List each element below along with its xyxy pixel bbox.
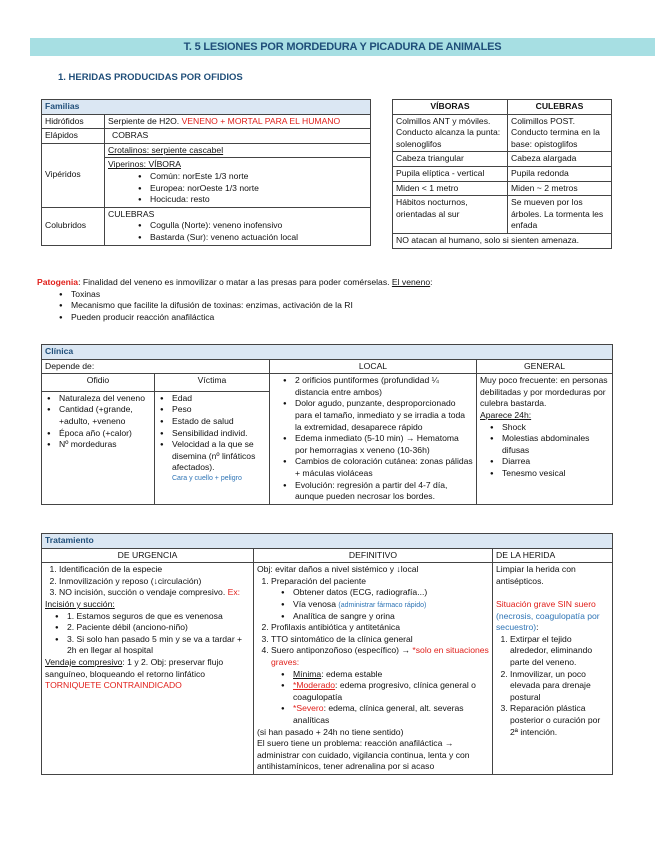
list-item: 3. Reparación plástica posterior o curación por 2ª intención. [510,703,609,738]
local-header: LOCAL [270,359,477,374]
tratamiento-header: Tratamiento [42,534,613,549]
viboras-culebras-table [392,99,612,249]
list-item: ● Edema inmediato (5-10 min) → Hematoma por hemorragias x veneno (10-36h) [295,433,473,456]
familia-desc: Serpiente de H2O. VENENO + MORTAL PARA EL HUMANO [105,114,371,129]
local-cell [270,374,477,505]
list-item: ● *Severo: edema, clínica general, alt. severas analíticas [293,703,489,726]
cell: Cabeza triangular [393,152,508,167]
cell: Colimillos POST. Conducto termina en la base: opistoglifos [508,114,612,152]
cell: Miden ~ 2 metros [508,181,612,196]
cell: Hábitos nocturnos, orientadas al sur [393,196,508,234]
list-item: ● Época año (+calor) [59,428,151,440]
list-item: ● Dolor agudo, punzante, desproporcionado para el tamaño, inmediato y se irradia a toda la extremidad, desaparece rápido [295,398,473,433]
familia-desc: Viperinos: VÍBORA ● Común: norEste 1/3 norte ● Europea: norOeste 1/3 norte ● Hocicuda: resto [105,158,371,207]
list-item: ● 2. Paciente débil (anciono-niño) [67,622,250,634]
list-item: 3. TTO sintomático de la clínica general [271,634,489,646]
cell: Colmillos ANT y móviles. Conducto alcanza la punta: solenoglifos [393,114,508,152]
familias-table [41,99,371,246]
victima-header: Víctima [155,374,270,392]
familia-name: Vipéridos [42,143,105,207]
victima-note: Cara y cuello + peligro [172,474,242,482]
list-item: ● Toxinas [71,289,617,301]
footer-cell: NO atacan al humano, solo si sienten amenaza. [393,233,612,248]
cell: Cabeza alargada [508,152,612,167]
list-item: ● *Moderado: edema progresivo, clínica general o coagulopatía [293,680,489,703]
ofidio-cell [42,391,155,504]
list-item: ● 1. Estamos seguros de que es venenosa [67,611,250,623]
list-item: ● Analítica de sangre y orina [293,611,489,623]
list-item: ● Sensibilidad individ. [172,428,266,440]
familia-name: Colubridos [42,207,105,245]
list-item: ● Evolución: regresión a partir del 4-7 día, aunque pueden necrosar los bordes. [295,480,473,503]
list-item: ● Cantidad (+grande, +adulto, +veneno [59,404,151,427]
tratamiento-table [41,533,613,775]
list-item: ● Molestias abdominales difusas [502,433,609,456]
list-item: ● Mecanismo que facilite la difusión de toxinas: enzimas, activación de la RI [71,300,617,312]
victima-cell [155,391,270,504]
list-item: ● Peso [172,404,266,416]
depende-label: Depende de: [42,359,270,374]
col-header: CULEBRAS [508,100,612,115]
list-item: 1. Preparación del paciente ● Obtener datos (ECG, radiografía...) ● Vía venosa (administrar fármaco rápido) ● Analítica de sangre y orina [271,576,489,622]
page-title: T. 5 LESIONES POR MORDEDURA Y PICADURA DE ANIMALES [30,38,655,56]
list-item: ● Pueden producir reacción anafiláctica [71,312,617,324]
list-item: ● Edad [172,393,266,405]
definitivo-header: DEFINITIVO [254,548,493,563]
familia-name: Elápidos [42,129,105,144]
list-item: ● Europea: norOeste 1/3 norte [150,183,367,195]
list-item: ● Mínima: edema estable [293,669,489,681]
list-item: ● Vía venosa (administrar fármaco rápido) [293,599,489,611]
clinica-header: Clínica [42,345,613,360]
section-heading: 1. HERIDAS PRODUCIDAS POR OFIDIOS [58,72,243,83]
definitivo-cell: Obj: evitar daños a nivel sistémico y ↓local 1. Preparación del paciente ● Obtener datos (ECG, radiografía...) ● Vía venosa (administrar fármaco rápido) ● Analítica de sangre y orina 2. Profilaxis antibiótica y antitetánica 3. TTO sintomático de la clínica general 4. Suero antiponzoñoso (específico) → *solo en situaciones graves: ● Mínima: edema estable ● *Moderado: edema progresivo, clínica general o coagulopatía ● *Severo: edema, clínica general, alt. severas analíticas (si han pasado + 24h no tiene sentido) El suero tiene un problema: reacción anafiláctica → administrar con cuidado, vigilancia continua, lenta y con antihistamínicos, tener adrenalina por si acaso [254,563,493,775]
torniquete-warning: TORNIQUETE CONTRAINDICADO [45,680,182,691]
familia-desc: COBRAS [105,129,371,144]
general-cell: Muy poco frecuente: en personas debilitadas y por mordeduras por culebra bastarda. Aparece 24h: ● Shock ● Molestias abdominales difusas ● Diarrea ● Tenesmo vesical [477,374,613,505]
list-item: ● Nº mordeduras [59,439,151,451]
list-item: ● Hocicuda: resto [150,194,367,206]
general-header: GENERAL [477,359,613,374]
list-item: 1. Identificación de la especie [59,564,250,576]
cell: Pupila redonda [508,166,612,181]
list-item: ● Obtener datos (ECG, radiografía...) [293,587,489,599]
urgencia-cell: 1. Identificación de la especie 2. Inmovilización y reposo (↓circulación) 3. NO incisión, succión o vendaje compresivo. Ex: Incisión y succión: ● 1. Estamos seguros de que es venenosa ● 2. Paciente débil (anciono-niño) ● 3. Si solo han pasado 5 min y se va a tardar + 2h en llegar al hospital Vendaje compresivo: 1 y 2. Obj: preservar flujo sanguíneo, bloqueando el retorno linfático TORNIQUETE CONTRAINDICADO [42,563,254,775]
familia-desc: Crotalinos: serpiente cascabel [105,143,371,158]
list-item: ● Bastarda (Sur): veneno actuación local [150,232,367,244]
cell: Se mueven por los árboles. La tormenta les enfada [508,196,612,234]
list-item: 1. Extirpar el tejido alrededor, eliminando parte del veneno. [510,634,609,669]
urgencia-header: DE URGENCIA [42,548,254,563]
list-item: ● Cambios de coloración cutánea: zonas pálidas + máculas violáceas [295,456,473,479]
patogenia: Patogenia: Finalidad del veneno es inmovilizar o matar a las presas para poder comérselas. El veneno: ● Toxinas ● Mecanismo que facilite la difusión de toxinas: enzimas, activación de la RI ● Pueden producir reacción anafiláctica [37,277,617,323]
list-item: ● Tenesmo vesical [502,468,609,480]
herida-header: DE LA HERIDA [493,548,613,563]
list-item: ● Común: norEste 1/3 norte [150,171,367,183]
list-item: 4. Suero antiponzoñoso (específico) → *solo en situaciones graves: ● Mínima: edema estable ● *Moderado: edema progresivo, clínica general o coagulopatía ● *Severo: edema, clínica general, alt. severas analíticas [271,645,489,726]
list-item: ● Estado de salud [172,416,266,428]
cell: Miden < 1 metro [393,181,508,196]
list-item: 3. NO incisión, succión o vendaje compresivo. Ex: [59,587,250,599]
list-item: ● Diarrea [502,456,609,468]
list-item: 2. Profilaxis antibiótica y antitetánica [271,622,489,634]
ofidio-header: Ofidio [42,374,155,392]
list-item: ● Shock [502,422,609,434]
list-item: ● Velocidad a la que se disemina (nº linfáticos afectados). [172,439,266,474]
list-item: ● Cogulla (Norte): veneno inofensivo [150,220,367,232]
list-item: ● 2 orificios puntiformes (profundidad ¼ distancia entre ambos) [295,375,473,398]
familia-desc: CULEBRAS ● Cogulla (Norte): veneno inofensivo ● Bastarda (Sur): veneno actuación local [105,207,371,245]
familia-name: Hidrófidos [42,114,105,129]
herida-cell: Limpiar la herida con antisépticos. Situación grave SIN suero (necrosis, coagulopatía por secuestro): 1. Extirpar el tejido alrededor, eliminando parte del veneno. 2. Inmovilizar, un poco elevada para drenaje postural 3. Reparación plástica posterior o curación por 2ª intención. [493,563,613,775]
list-item: ● 3. Si solo han pasado 5 min y se va a tardar + 2h en llegar al hospital [67,634,250,657]
col-header: VÍBORAS [393,100,508,115]
cell: Pupila elíptica - vertical [393,166,508,181]
list-item: 2. Inmovilización y reposo (↓circulación) [59,576,250,588]
list-item: 2. Inmovilizar, un poco elevada para drenaje postural [510,669,609,704]
list-item: ● Naturaleza del veneno [59,393,151,405]
clinica-table [41,344,613,505]
familias-header: Familias [42,100,371,115]
